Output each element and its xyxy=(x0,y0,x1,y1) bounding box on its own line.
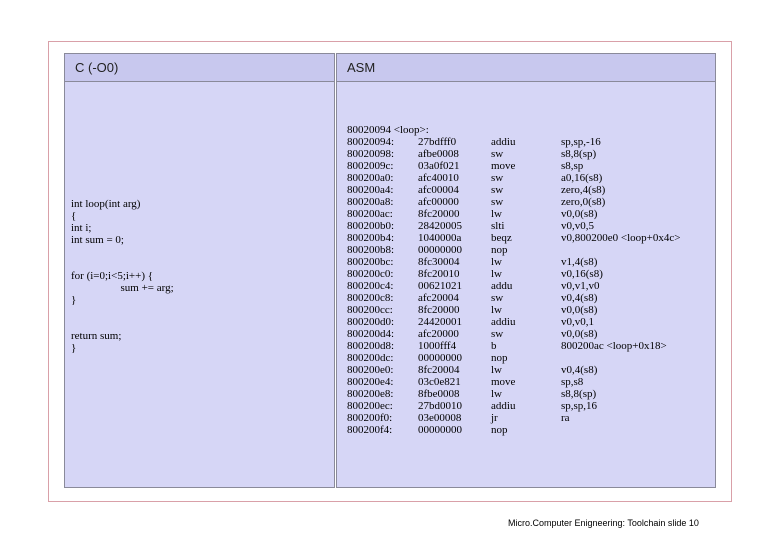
asm-address: 800200f0: xyxy=(347,412,393,424)
asm-address: 800200e0: xyxy=(347,364,394,376)
asm-operands: v0,v0,1 xyxy=(561,316,594,328)
asm-opcode: addiu xyxy=(491,400,516,412)
asm-address: 800200d8: xyxy=(347,340,395,352)
asm-machine-code: 28420005 xyxy=(418,220,462,232)
asm-operands: v0,0(s8) xyxy=(561,328,598,340)
asm-address: 800200f4: xyxy=(347,424,393,436)
asm-address: 800200ec: xyxy=(347,400,393,412)
asm-machine-code: afc00000 xyxy=(418,196,459,208)
asm-opcode: sw xyxy=(491,328,504,340)
asm-address: 80020098: xyxy=(347,148,395,160)
asm-opcode: lw xyxy=(491,388,502,400)
asm-operands: v0,0(s8) xyxy=(561,304,598,316)
asm-machine-code: 00000000 xyxy=(418,352,462,364)
asm-operands: v0,800200e0 <loop+0x4c> xyxy=(561,232,681,244)
asm-operands: ra xyxy=(561,412,570,424)
asm-row xyxy=(347,148,701,160)
asm-operands: sp,s8 xyxy=(561,376,584,388)
asm-operands xyxy=(561,244,701,256)
asm-row xyxy=(347,256,701,268)
asm-machine-code: 00000000 xyxy=(418,424,462,436)
asm-opcode: b xyxy=(491,340,497,352)
asm-row xyxy=(347,400,701,412)
asm-address: 800200dc: xyxy=(347,352,394,364)
asm-opcode: sw xyxy=(491,172,504,184)
asm-row xyxy=(347,316,701,328)
asm-operands: v0,4(s8) xyxy=(561,364,598,376)
asm-address: 8002009c: xyxy=(347,160,394,172)
asm-row xyxy=(347,136,701,148)
asm-address: 800200d4: xyxy=(347,328,395,340)
c-code-panel xyxy=(64,53,335,488)
c-source-code: int loop(int arg) { int i; int sum = 0; for (i=0;i<5;i++) { sum += arg; } return sum; } xyxy=(71,198,174,354)
asm-opcode: move xyxy=(491,160,516,172)
asm-opcode: sw xyxy=(491,292,504,304)
asm-row xyxy=(347,232,701,244)
asm-operands: s8,8(sp) xyxy=(561,148,597,160)
asm-operands: v0,v0,5 xyxy=(561,220,594,232)
asm-row xyxy=(347,304,701,316)
asm-opcode: lw xyxy=(491,208,502,220)
asm-row xyxy=(347,244,701,256)
asm-machine-code: 8fc30004 xyxy=(418,256,460,268)
asm-operands: sp,sp,16 xyxy=(561,400,598,412)
asm-address: 800200bc: xyxy=(347,256,394,268)
asm-machine-code: afbe0008 xyxy=(418,148,459,160)
asm-opcode: sw xyxy=(491,148,504,160)
asm-opcode: move xyxy=(491,376,516,388)
asm-row xyxy=(347,172,701,184)
asm-machine-code: 1000fff4 xyxy=(418,340,457,352)
asm-row xyxy=(347,292,701,304)
asm-opcode: sw xyxy=(491,184,504,196)
asm-machine-code: afc20000 xyxy=(418,328,459,340)
asm-machine-code: afc40010 xyxy=(418,172,459,184)
asm-opcode: lw xyxy=(491,364,502,376)
asm-row xyxy=(347,184,701,196)
asm-machine-code: 8fc20010 xyxy=(418,268,460,280)
asm-row xyxy=(347,328,701,340)
asm-opcode: addiu xyxy=(491,136,516,148)
asm-opcode: addu xyxy=(491,280,513,292)
asm-opcode: nop xyxy=(491,352,508,364)
asm-address: 800200c4: xyxy=(347,280,394,292)
asm-machine-code: afc00004 xyxy=(418,184,459,196)
asm-operands: a0,16(s8) xyxy=(561,172,603,184)
asm-machine-code: 8fc20004 xyxy=(418,364,460,376)
asm-address: 800200a4: xyxy=(347,184,394,196)
asm-operands: v0,v1,v0 xyxy=(561,280,600,292)
asm-operands: v0,0(s8) xyxy=(561,208,598,220)
slide-footer: Micro.Computer Enigneering: Toolchain slide 10 xyxy=(508,518,699,528)
asm-address: 80020094: xyxy=(347,136,395,148)
asm-panel-header: ASM xyxy=(337,54,715,82)
asm-opcode: lw xyxy=(491,304,502,316)
asm-machine-code: 00621021 xyxy=(418,280,462,292)
asm-operands: s8,sp xyxy=(561,160,584,172)
asm-machine-code: 27bdfff0 xyxy=(418,136,457,148)
asm-operands: zero,0(s8) xyxy=(561,196,606,208)
asm-machine-code: 03a0f021 xyxy=(418,160,460,172)
asm-operands: sp,sp,-16 xyxy=(561,136,601,148)
asm-opcode: beqz xyxy=(491,232,512,244)
asm-machine-code: 27bd0010 xyxy=(418,400,462,412)
asm-machine-code: 1040000a xyxy=(418,232,462,244)
asm-opcode: nop xyxy=(491,424,508,436)
asm-machine-code: 24420001 xyxy=(418,316,462,328)
asm-address: 800200e8: xyxy=(347,388,394,400)
asm-row xyxy=(347,220,701,232)
asm-address: 800200b4: xyxy=(347,232,395,244)
asm-address: 800200c0: xyxy=(347,268,394,280)
asm-address: 800200b8: xyxy=(347,244,395,256)
asm-operands xyxy=(561,352,701,364)
asm-row xyxy=(347,364,701,376)
asm-operands: v1,4(s8) xyxy=(561,256,598,268)
asm-row xyxy=(347,160,701,172)
asm-machine-code: 03c0e821 xyxy=(418,376,461,388)
asm-address: 800200c8: xyxy=(347,292,394,304)
asm-row xyxy=(347,208,701,220)
asm-opcode: nop xyxy=(491,244,508,256)
asm-address: 800200ac: xyxy=(347,208,393,220)
asm-operands: s8,8(sp) xyxy=(561,388,597,400)
asm-machine-code: 00000000 xyxy=(418,244,462,256)
asm-row xyxy=(347,352,701,364)
asm-operands xyxy=(561,424,701,436)
asm-operands: v0,16(s8) xyxy=(561,268,603,280)
asm-operands: v0,4(s8) xyxy=(561,292,598,304)
asm-opcode: addiu xyxy=(491,316,516,328)
asm-address: 800200cc: xyxy=(347,304,393,316)
asm-address: 800200e4: xyxy=(347,376,394,388)
asm-listing xyxy=(347,136,701,436)
asm-opcode: lw xyxy=(491,256,502,268)
asm-machine-code: afc20004 xyxy=(418,292,459,304)
asm-address: 800200d0: xyxy=(347,316,395,328)
asm-machine-code: 03e00008 xyxy=(418,412,462,424)
asm-opcode: sw xyxy=(491,196,504,208)
asm-row xyxy=(347,268,701,280)
asm-address: 800200a0: xyxy=(347,172,394,184)
asm-row xyxy=(347,196,701,208)
asm-opcode: jr xyxy=(491,412,498,424)
asm-operands: zero,4(s8) xyxy=(561,184,606,196)
asm-row xyxy=(347,280,701,292)
asm-operands: 800200ac <loop+0x18> xyxy=(561,340,667,352)
asm-opcode: lw xyxy=(491,268,502,280)
asm-row xyxy=(347,340,701,352)
asm-row xyxy=(347,424,701,436)
asm-row xyxy=(347,376,701,388)
asm-row xyxy=(347,412,701,424)
asm-machine-code: 8fc20000 xyxy=(418,304,460,316)
asm-panel xyxy=(336,53,716,488)
asm-address: 800200a8: xyxy=(347,196,394,208)
asm-opcode: slti xyxy=(491,220,505,232)
c-panel-header: C (-O0) xyxy=(65,54,334,82)
asm-address: 800200b0: xyxy=(347,220,395,232)
asm-function-label: 80020094 <loop>: xyxy=(347,124,429,136)
asm-machine-code: 8fc20000 xyxy=(418,208,460,220)
asm-row xyxy=(347,388,701,400)
asm-machine-code: 8fbe0008 xyxy=(418,388,460,400)
